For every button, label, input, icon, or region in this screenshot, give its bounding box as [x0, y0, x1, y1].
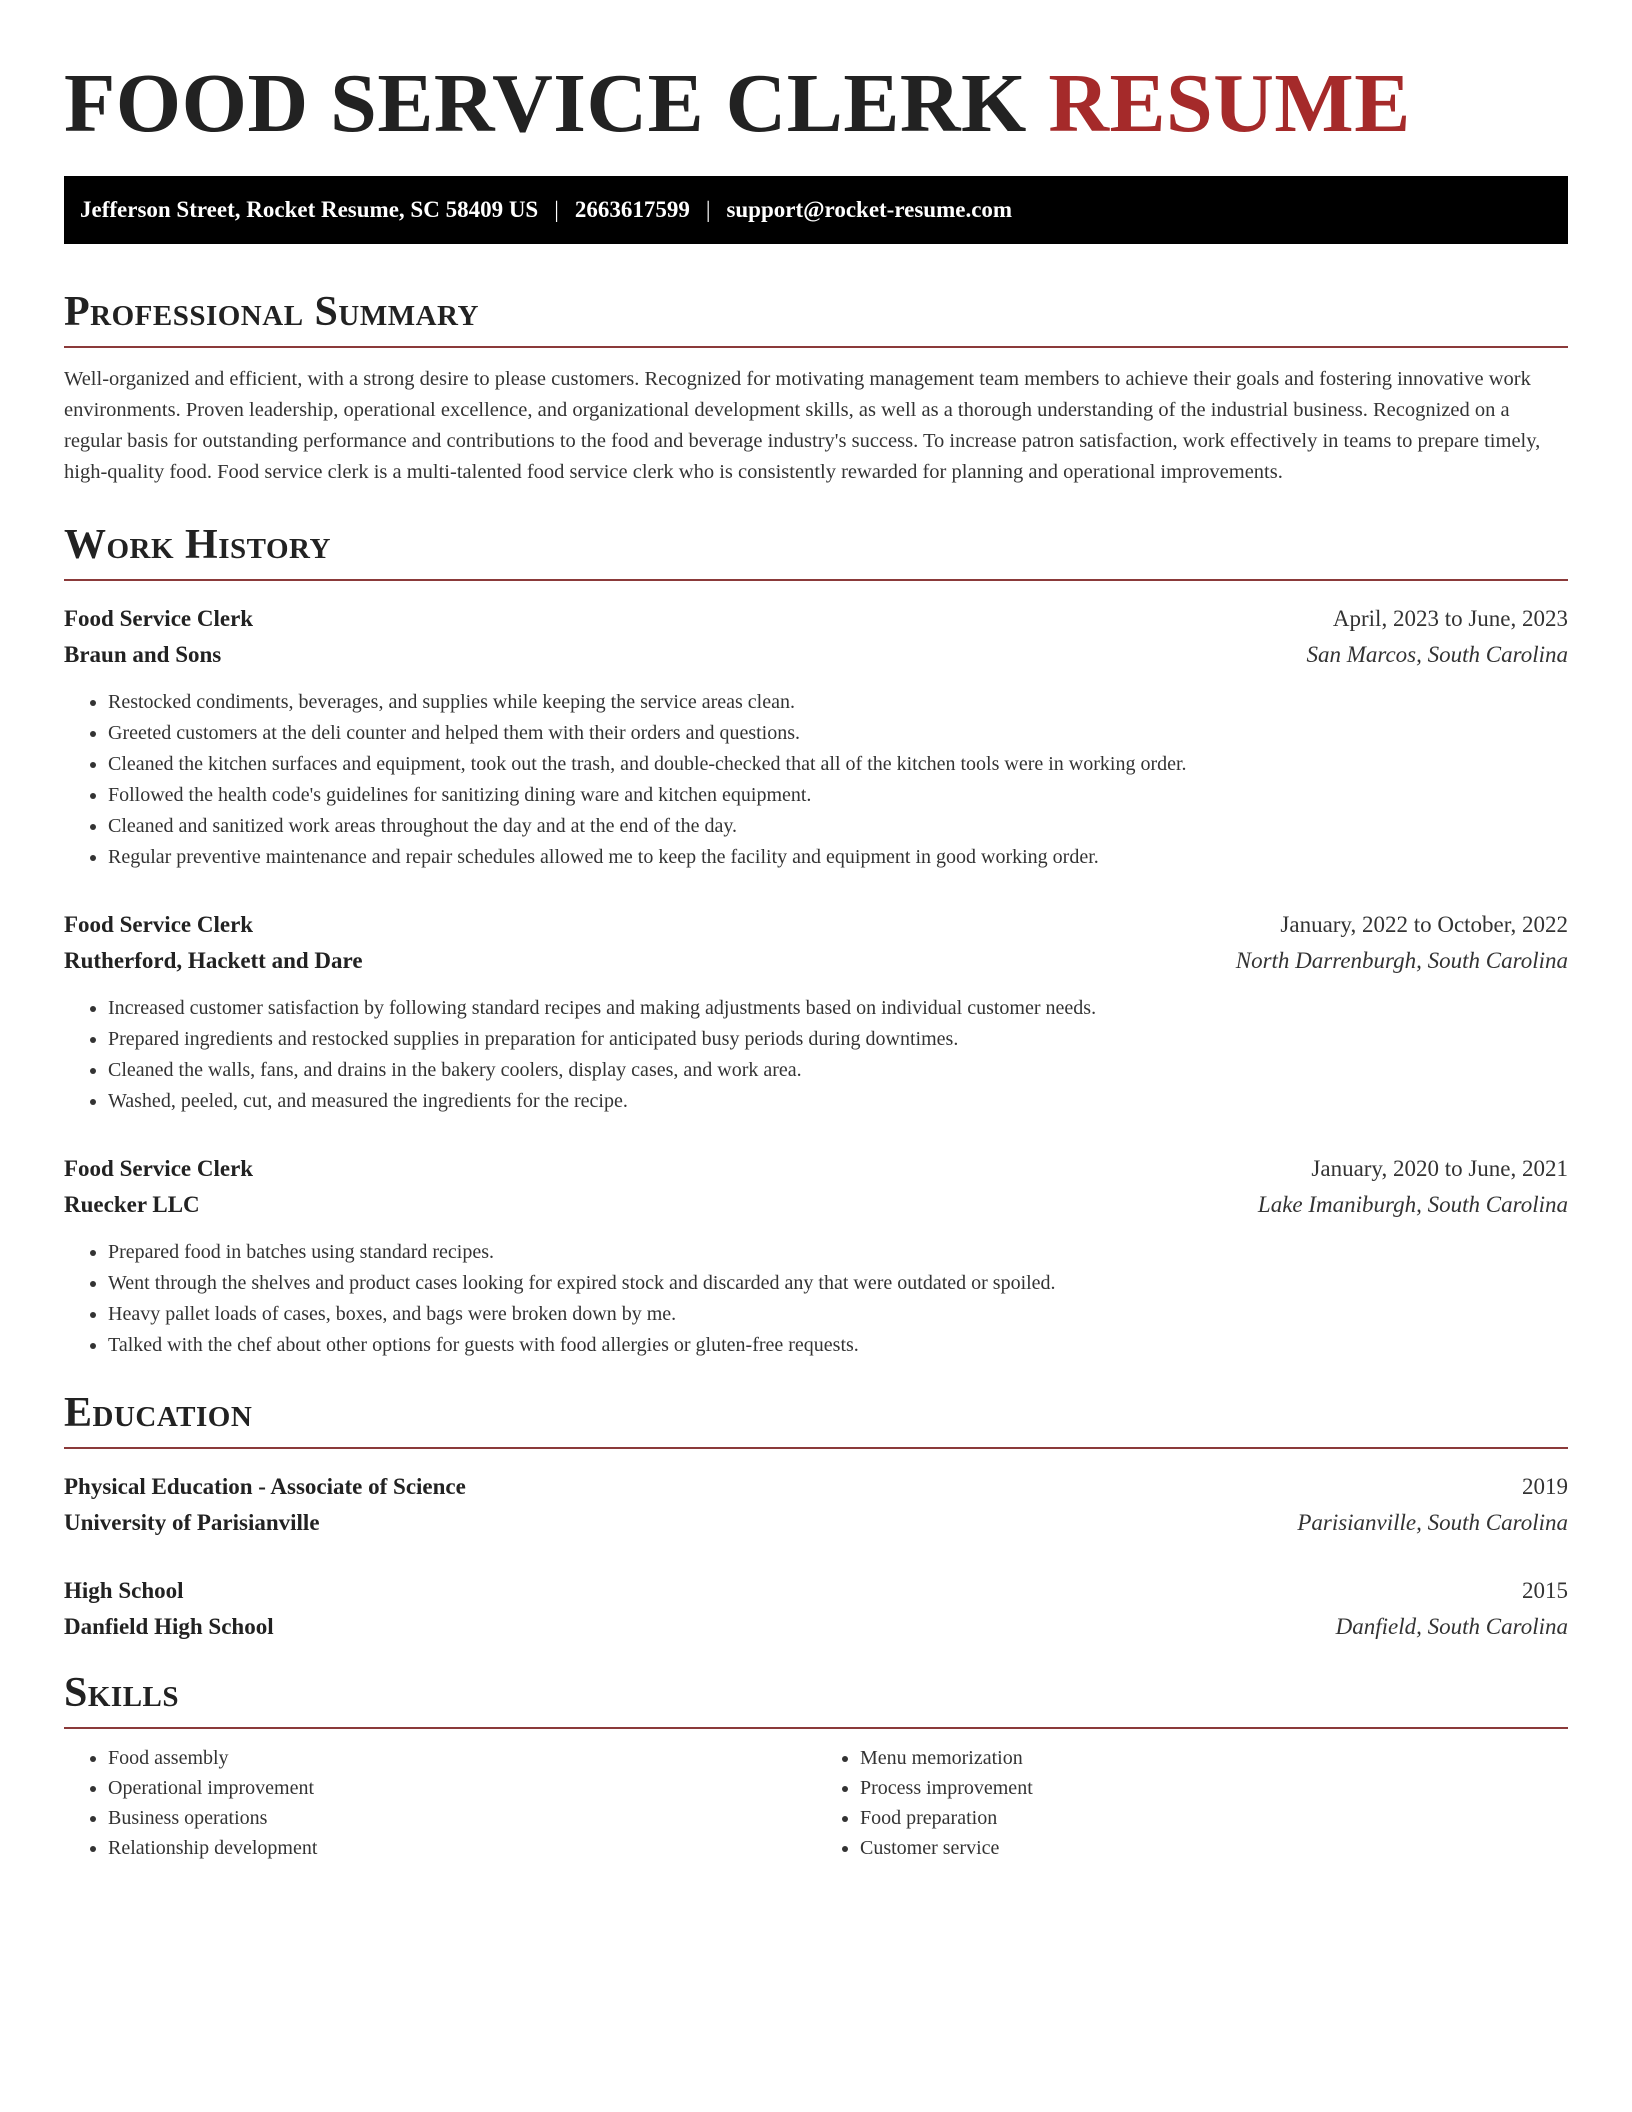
contact-address: Jefferson Street, Rocket Resume, SC 58409 US — [80, 197, 539, 222]
title-accent: RESUME — [1048, 57, 1411, 150]
job-title: Food Service Clerk — [64, 1156, 254, 1181]
education-degree: Physical Education - Associate of Science — [64, 1474, 466, 1499]
section-divider — [64, 579, 1568, 581]
education-entry — [64, 1469, 1568, 1541]
list-item: • Greeted customers at the deli counter and helped them with their orders and questions. — [108, 718, 1568, 749]
list-item: • Talked with the chef about other options for guests with food allergies or gluten-free requests. — [108, 1330, 1568, 1361]
education-heading: Education — [64, 1390, 253, 1436]
section-divider — [64, 1727, 1568, 1729]
education-school: Danfield High School — [64, 1614, 274, 1639]
list-item: • Regular preventive maintenance and repair schedules allowed me to keep the facility and equipment in good working order. — [108, 842, 1568, 873]
work-history-heading: Work History — [64, 522, 331, 568]
summary-section — [64, 288, 1568, 488]
skill-item: • Relationship development — [108, 1833, 816, 1863]
list-item: • Restocked condiments, beverages, and supplies while keeping the service areas clean. — [108, 687, 1568, 718]
job-entry — [64, 1151, 1568, 1361]
education-year: 2019 — [1522, 1474, 1568, 1499]
list-item: • Followed the health code's guidelines for sanitizing dining ware and kitchen equipment. — [108, 780, 1568, 811]
list-item: • Increased customer satisfaction by following standard recipes and making adjustments based on individual customer needs. — [108, 993, 1568, 1024]
job-location: North Darrenburgh, South Carolina — [1235, 948, 1568, 973]
job-duties — [64, 687, 1568, 873]
education-degree: High School — [64, 1578, 184, 1603]
job-duties — [64, 1237, 1568, 1361]
contact-phone: 2663617599 — [574, 197, 690, 222]
job-duties — [64, 993, 1568, 1117]
contact-separator: | — [554, 197, 559, 222]
skills-grid — [64, 1743, 1568, 1863]
skills-section — [64, 1669, 1568, 1863]
job-dates: January, 2022 to October, 2022 — [1280, 912, 1568, 937]
education-location: Danfield, South Carolina — [1335, 1614, 1568, 1639]
section-divider — [64, 1447, 1568, 1449]
skill-item: • Customer service — [860, 1833, 1568, 1863]
section-divider — [64, 346, 1568, 348]
job-entry — [64, 601, 1568, 873]
contact-email: support@rocket-resume.com — [726, 197, 1013, 222]
list-item: • Heavy pallet loads of cases, boxes, and bags were broken down by me. — [108, 1299, 1568, 1330]
title-main: FOOD SERVICE CLERK — [64, 57, 1027, 150]
education-year: 2015 — [1522, 1578, 1568, 1603]
job-title: Food Service Clerk — [64, 606, 254, 631]
skills-column-left — [64, 1743, 816, 1863]
list-item: • Prepared food in batches using standard recipes. — [108, 1237, 1568, 1268]
skill-item: • Food preparation — [860, 1803, 1568, 1833]
skills-column-right — [816, 1743, 1568, 1863]
skill-item: • Process improvement — [860, 1773, 1568, 1803]
skill-item: • Business operations — [108, 1803, 816, 1833]
summary-heading: Professional Summary — [64, 289, 479, 335]
education-section — [64, 1389, 1568, 1645]
skill-item: • Operational improvement — [108, 1773, 816, 1803]
job-company: Ruecker LLC — [64, 1192, 200, 1217]
job-company: Rutherford, Hackett and Dare — [64, 948, 363, 973]
job-title: Food Service Clerk — [64, 912, 254, 937]
skill-item: • Menu memorization — [860, 1743, 1568, 1773]
list-item: • Cleaned and sanitized work areas throughout the day and at the end of the day. — [108, 811, 1568, 842]
education-location: Parisianville, South Carolina — [1297, 1510, 1568, 1535]
contact-bar — [64, 176, 1568, 244]
skill-item: • Food assembly — [108, 1743, 816, 1773]
job-location: San Marcos, South Carolina — [1306, 642, 1568, 667]
job-entry — [64, 907, 1568, 1117]
job-dates: April, 2023 to June, 2023 — [1332, 606, 1568, 631]
job-company: Braun and Sons — [64, 642, 222, 667]
list-item: • Cleaned the walls, fans, and drains in the bakery coolers, display cases, and work area. — [108, 1055, 1568, 1086]
job-dates: January, 2020 to June, 2021 — [1311, 1156, 1568, 1181]
list-item: • Went through the shelves and product cases looking for expired stock and discarded any that were outdated or spoiled. — [108, 1268, 1568, 1299]
job-location: Lake Imaniburgh, South Carolina — [1257, 1192, 1568, 1217]
list-item: • Prepared ingredients and restocked supplies in preparation for anticipated busy periods during downtimes. — [108, 1024, 1568, 1055]
summary-text: Well-organized and efficient, with a strong desire to please customers. Recognized for motivating management team members to achieve their goals and fostering innovative work environments. Proven leadership, operational excellence, and organizational development skills, as well as a thorough understanding of the industrial business. Recognized on a regular basis for outstanding performance and contributions to the food and beverage industry's success. To increase patron satisfaction, work effectively in teams to prepare timely, high-quality food. Food service clerk is a multi-talented food service clerk who is consistently rewarded for planning and operational improvements. — [64, 368, 1541, 483]
resume-title — [64, 0, 1568, 168]
work-history-section — [64, 521, 1568, 1361]
list-item: • Cleaned the kitchen surfaces and equipment, took out the trash, and double-checked that all of the kitchen tools were in working order. — [108, 749, 1568, 780]
education-school: University of Parisianville — [64, 1510, 320, 1535]
list-item: • Washed, peeled, cut, and measured the ingredients for the recipe. — [108, 1086, 1568, 1117]
education-entry — [64, 1573, 1568, 1645]
skills-heading: Skills — [64, 1670, 180, 1716]
contact-separator: | — [705, 197, 711, 222]
